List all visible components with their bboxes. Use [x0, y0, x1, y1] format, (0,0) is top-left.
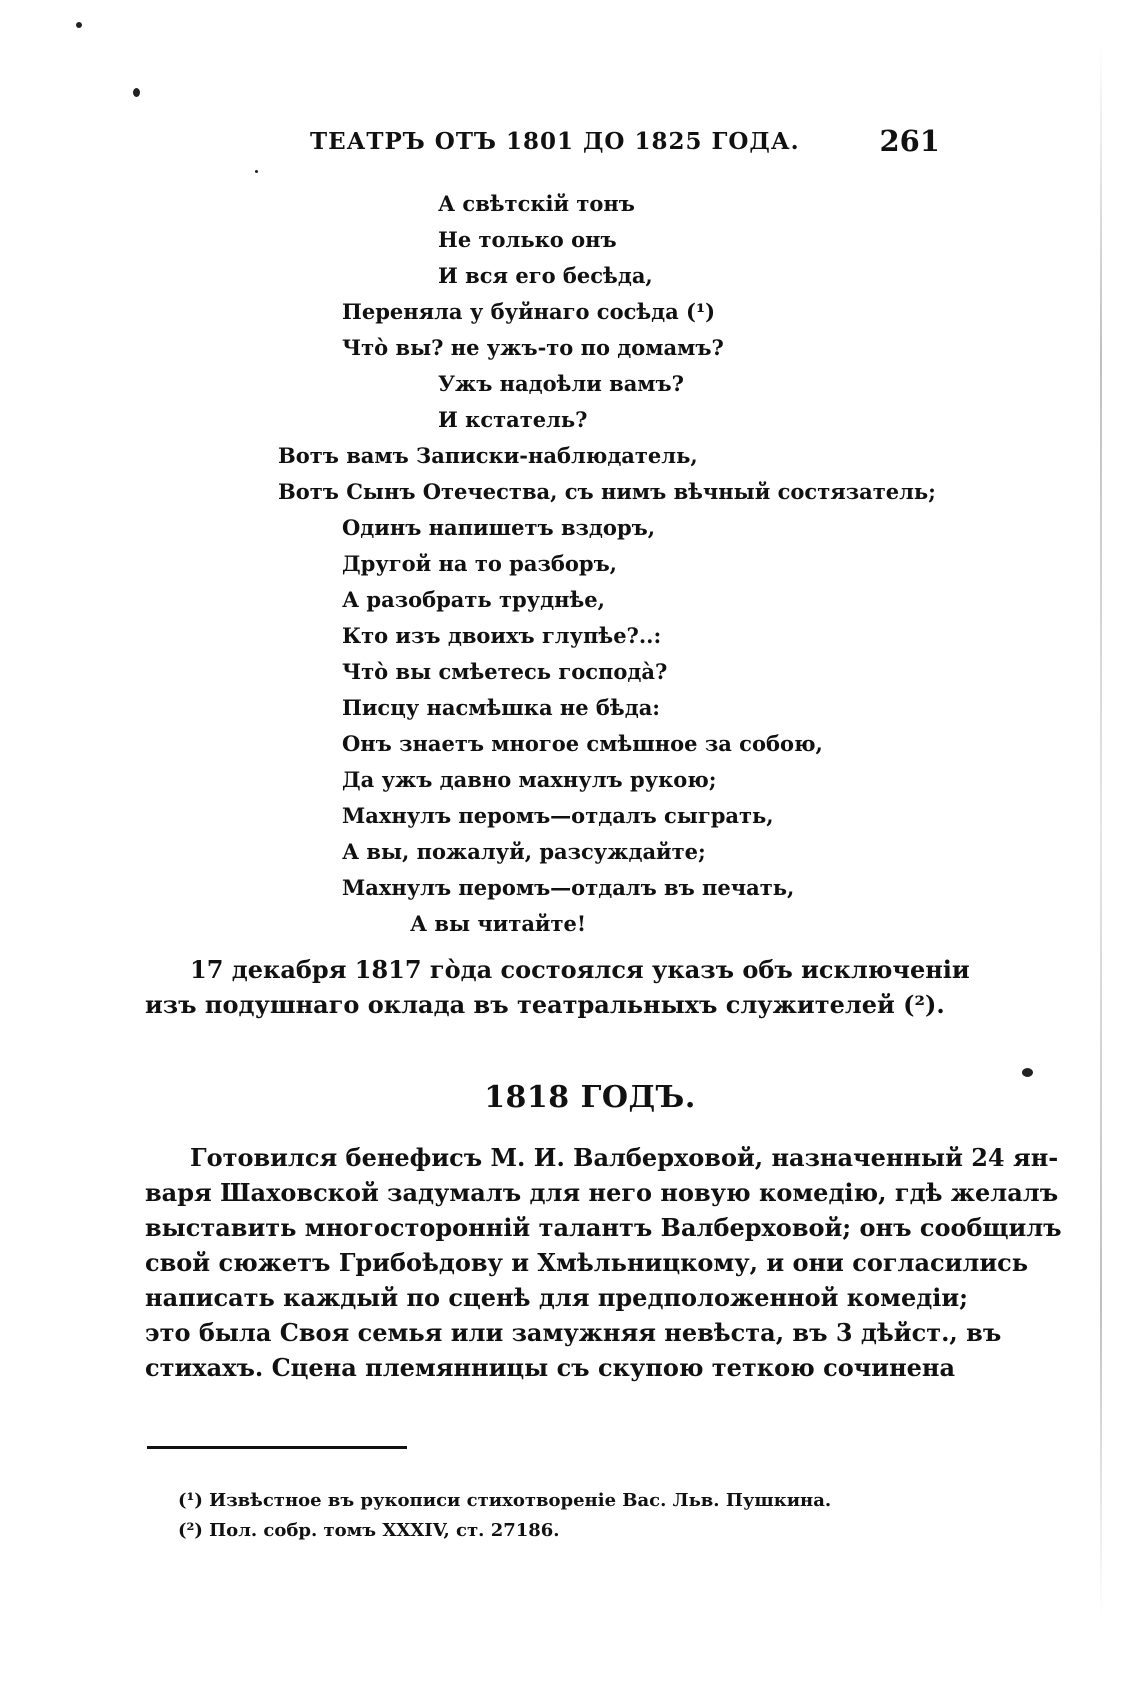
- verse-line: Да ужъ давно махнулъ рукою;: [342, 767, 717, 792]
- verse-line: Махнулъ перомъ—отдалъ въ печать,: [342, 875, 795, 900]
- paragraph-decree: [145, 952, 970, 1022]
- footnote-rule: [147, 1446, 407, 1449]
- verse-line: Что̀ вы? не ужъ-то по домамъ?: [342, 335, 724, 360]
- verse-line: А свѣтскій тонъ: [438, 191, 635, 216]
- paragraph-benefit: [145, 1140, 1062, 1385]
- verse-line: И кстатель?: [438, 407, 588, 432]
- verse-line: Вотъ вамъ Записки-наблюдатель,: [278, 443, 698, 468]
- paragraph-line: это была Своя семья или замужняя невѣста, въ 3 дѣйст., въ: [145, 1318, 1002, 1347]
- verse-line: Не только онъ: [438, 227, 617, 252]
- verse-line: А вы, пожалуй, разсуждайте;: [342, 839, 706, 864]
- print-speck: [133, 88, 140, 97]
- verse-line: А вы читайте!: [410, 911, 587, 936]
- paragraph-line: свой сюжетъ Грибоѣдову и Хмѣльницкому, и они согласились: [145, 1248, 1029, 1277]
- verse-line: Махнулъ перомъ—отдалъ сыграть,: [342, 803, 774, 828]
- section-title: 1818 ГОДЪ.: [484, 1080, 696, 1115]
- paragraph-line: выставить многосторонній талантъ Валберховой; онъ сообщилъ: [145, 1213, 1062, 1242]
- verse-line: Вотъ Сынъ Отечества, съ нимъ вѣчный состязатель;: [278, 479, 936, 504]
- footnote-2: (²) Пол. собр. томъ XXXIV, ст. 27186.: [178, 1520, 560, 1541]
- verse-line: Что̀ вы смѣетесь господа̀?: [342, 659, 668, 684]
- print-speck: [1022, 1068, 1033, 1077]
- verse-line: Другой на то разборъ,: [342, 551, 617, 576]
- footnotes: [178, 1486, 938, 1546]
- verse-line: Писцу насмѣшка не бѣда:: [342, 695, 661, 720]
- paragraph-line: 17 декабря 1817 го̀да состоялся указъ объ исключеніи: [190, 955, 970, 984]
- paragraph-line: изъ подушнаго оклада въ театральныхъ служителей (²).: [145, 990, 945, 1019]
- verse-line: Переняла у буйнаго сосѣда (¹): [342, 299, 716, 324]
- page-number: 261: [879, 124, 940, 158]
- print-speck: [76, 22, 82, 28]
- paragraph-line: варя Шаховской задумалъ для него новую комедію, гдѣ желалъ: [145, 1178, 1059, 1207]
- page-header: [310, 124, 950, 168]
- verse-line: Онъ знаетъ многое смѣшное за собою,: [342, 731, 823, 756]
- verse-line: Одинъ напишетъ вздоръ,: [342, 515, 656, 540]
- verse-line: Кто изъ двоихъ глупѣе?..:: [342, 623, 662, 648]
- paragraph-line: написать каждый по сценѣ для предположенной комедіи;: [145, 1283, 968, 1312]
- paragraph-line: Готовился бенефисъ М. И. Валберховой, назначенный 24 ян-: [190, 1143, 1059, 1172]
- paragraph-line: стихахъ. Сцена племянницы съ скупою теткою сочинена: [145, 1353, 956, 1382]
- print-speck: [255, 170, 258, 173]
- verse-line: А разобрать труднѣе,: [342, 587, 605, 612]
- poem: [0, 185, 1140, 945]
- verse-line: Ужъ надоѣли вамъ?: [438, 371, 684, 396]
- verse-line: И вся его бесѣда,: [438, 263, 653, 288]
- running-head: ТЕАТРЪ ОТЪ 1801 ДО 1825 ГОДА.: [310, 128, 800, 155]
- footnote-1: (¹) Извѣстное въ рукописи стихотвореніе Вас. Льв. Пушкина.: [178, 1490, 832, 1511]
